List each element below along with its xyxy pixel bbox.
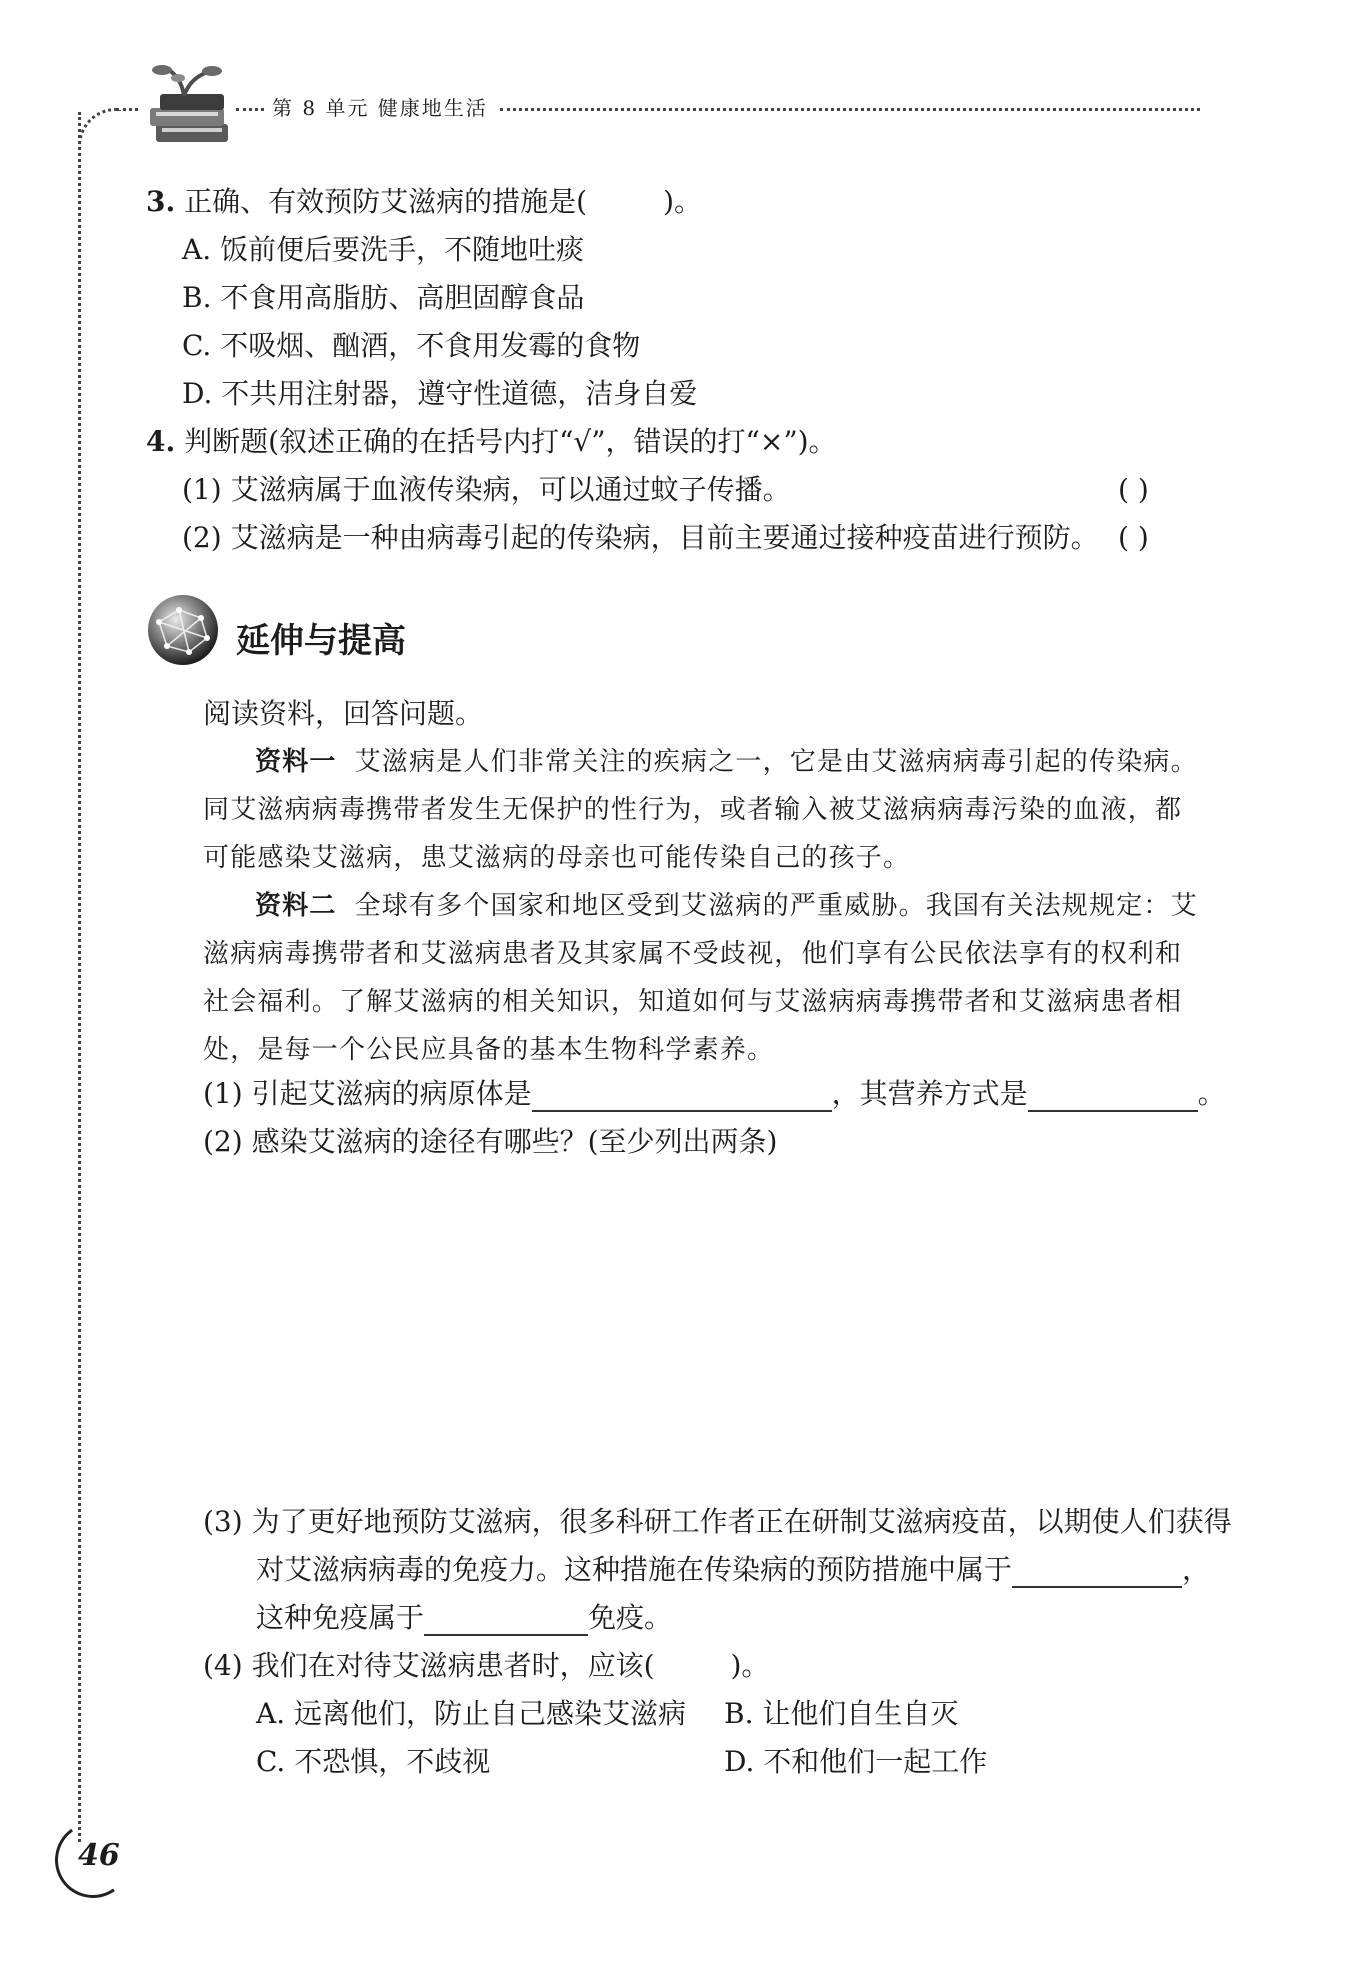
option-d: D. 不共用注射器，遵守性道德，洁身自爱 [182,377,698,410]
question-stem-end: )。 [663,185,703,218]
material-2-text: 全球有多个国家和地区受到艾滋病的严重威胁。我国有关法规规定：艾滋病病毒携带者和艾滋病患者及其家属不受歧视，他们享有公民依法享有的权利和社会福利。了解艾滋病的相关知识，知道如何与艾滋病病毒携带者和艾滋病患者相处，是每一个公民应具备的基本生物科学素养。 [203,891,1198,1065]
question-number: 4. [146,425,176,458]
sub-question-4 [203,1648,769,1684]
question-4 [146,424,837,460]
answer-blank[interactable] [1028,1080,1198,1112]
option-b: B. 不食用高脂肪、高胆固醇食品 [182,281,585,314]
sub-question-1-text: (1) 引起艾滋病的病原体是 [203,1077,532,1110]
question-number: 3. [146,185,176,218]
sub-question-3-text: 对艾滋病病毒的免疫力。这种措施在传染病的预防措施中属于 [256,1553,1013,1586]
sub-question-4-text: (4) 我们在对待艾滋病患者时，应该( [203,1649,655,1682]
sub-question-3-line-3 [256,1600,672,1636]
frame-corner [78,108,121,151]
judgment-item-1: (1) 艾滋病属于血液传染病，可以通过蚊子传播。 [182,473,791,506]
question-stem: 判断题(叙述正确的在括号内打“√”，错误的打“×”)。 [184,425,837,458]
page-number: 46 [78,1838,120,1873]
globe-network-icon [145,592,221,668]
material-1-label: 资料一 [255,747,337,777]
sub-question-1-end: 。 [1197,1077,1226,1110]
option-a: A. 饭前便后要洗手，不随地吐痰 [182,233,585,266]
question-stem: 正确、有效预防艾滋病的措施是( [184,185,588,218]
reading-intro: 阅读资料，回答问题。 [203,697,484,730]
judgment-item-2: (2) 艾滋病是一种由病毒引起的传染病，目前主要通过接种疫苗进行预防。 [182,521,1099,554]
header-unit-title: 第 8 单元 健康地生活 [272,96,488,120]
answer-blank[interactable] [1012,1556,1182,1588]
material-2-label: 资料二 [255,891,337,921]
sub-question-3-text-2: 这种免疫属于 [256,1601,425,1634]
material-2 [203,882,1200,1074]
answer-blank[interactable] [532,1080,832,1112]
left-margin-dotted-line [78,112,81,1842]
sub-question-3-punct: ， [1182,1553,1211,1586]
material-1 [203,738,1200,882]
section-title: 延伸与提高 [236,621,406,661]
books-plant-icon [132,62,242,154]
question-3 [146,184,702,220]
sub-question-1 [203,1076,1226,1112]
answer-blank[interactable] [424,1604,588,1636]
sub-question-4-end: )。 [730,1649,770,1682]
sub-option-a: A. 远离他们，防止自己感染艾滋病 [256,1697,687,1730]
sub-question-3-line-1: (3) 为了更好地预防艾滋病，很多科研工作者正在研制艾滋病疫苗，以期使人们获得 [203,1505,1232,1538]
material-1-text: 艾滋病是人们非常关注的疾病之一，它是由艾滋病病毒引起的传染病。同艾滋病病毒携带者发生无保护的性行为，或者输入被艾滋病病毒污染的血液，都可能感染艾滋病，患艾滋病的母亲也可能传染自己的孩子。 [203,747,1198,873]
sub-question-3-line-2 [256,1552,1210,1588]
sub-question-1-mid: ，其营养方式是 [831,1077,1028,1110]
sub-option-d: D. 不和他们一起工作 [724,1745,988,1778]
judgment-bracket-1: ( ) [1118,473,1149,506]
sub-question-2: (2) 感染艾滋病的途径有哪些？(至少列出两条) [203,1125,778,1158]
sub-option-c: C. 不恐惧，不歧视 [256,1745,491,1778]
option-c: C. 不吸烟、酗酒，不食用发霉的食物 [182,329,641,362]
sub-option-b: B. 让他们自生自灭 [724,1697,959,1730]
judgment-bracket-2: ( ) [1118,521,1149,554]
header-dotted-line-right [500,108,1200,111]
sub-question-3-end: 免疫。 [588,1601,673,1634]
